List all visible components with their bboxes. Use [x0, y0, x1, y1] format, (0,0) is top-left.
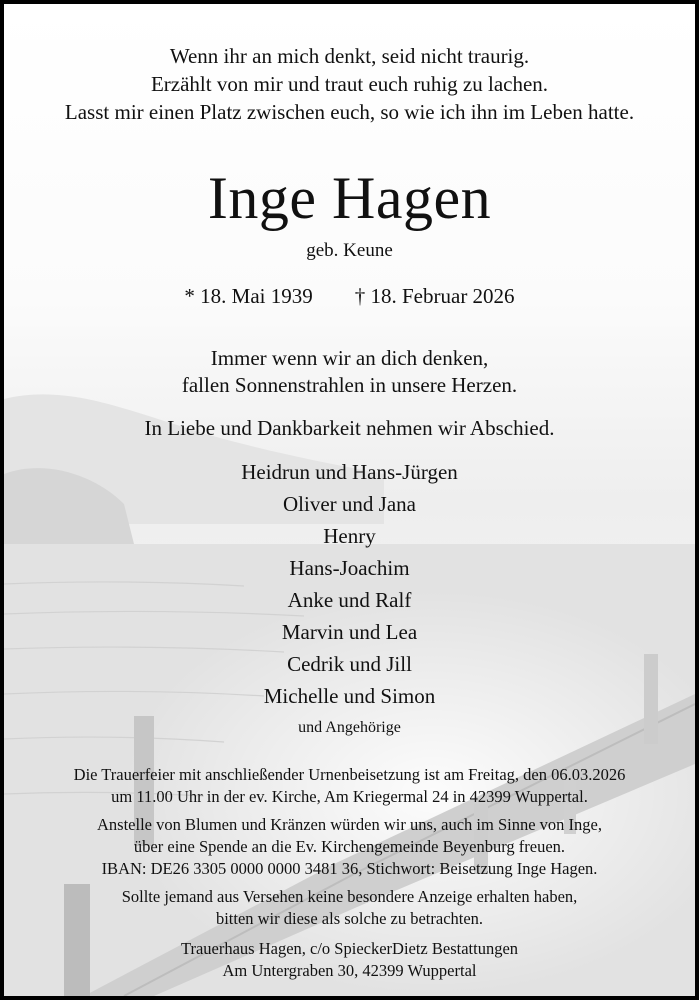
deceased-name: Inge Hagen	[207, 165, 492, 231]
verse-line: fallen Sonnenstrahlen in unsere Herzen.	[181, 373, 518, 397]
mourner-name: Heidrun und Hans-Jürgen	[241, 460, 458, 484]
mourner-name: Michelle und Simon	[263, 684, 436, 708]
donation-iban-line: IBAN: DE26 3305 0000 0000 3481 36, Stichwort: Beisetzung Inge Hagen.	[101, 859, 598, 878]
mourner-name: Cedrik und Jill	[287, 652, 412, 676]
verse-line: Immer wenn wir an dich denken,	[210, 346, 489, 370]
mourner-name: Oliver und Jana	[283, 492, 416, 516]
mourner-name: Henry	[323, 524, 376, 548]
birth-date: * 18. Mai 1939	[184, 284, 313, 308]
apology-line: Sollte jemand aus Versehen keine besondere Anzeige erhalten haben,	[121, 887, 578, 906]
apology-line: bitten wir diese als solche zu betrachten.	[215, 909, 484, 928]
donation-info-line: über eine Spende an die Ev. Kirchengemeinde Beyenburg freuen.	[133, 837, 566, 856]
maiden-name: geb. Keune	[306, 240, 393, 261]
mourner-name: Marvin und Lea	[281, 620, 418, 644]
life-dates	[4, 284, 695, 309]
death-date: † 18. Februar 2026	[354, 284, 515, 308]
poem-line: Lasst mir einen Platz zwischen euch, so wie ich ihn im Leben hatte.	[64, 100, 635, 124]
relatives-text: und Angehörige	[298, 719, 401, 736]
poem-line: Erzählt von mir und traut euch ruhig zu lachen.	[150, 72, 549, 96]
funeral-info-line: um 11.00 Uhr in der ev. Kirche, Am Kriegermal 24 in 42399 Wuppertal.	[111, 787, 588, 806]
address-line: Am Untergraben 30, 42399 Wuppertal	[222, 961, 477, 980]
mourner-name: Anke und Ralf	[287, 588, 412, 612]
address-line: Trauerhaus Hagen, c/o SpieckerDietz Bestattungen	[180, 939, 519, 958]
mourner-name: Hans-Joachim	[289, 556, 410, 580]
poem-line: Wenn ihr an mich denkt, seid nicht traurig.	[169, 44, 530, 68]
funeral-info-line: Die Trauerfeier mit anschließender Urnenbeisetzung ist am Freitag, den 06.03.2026	[73, 765, 626, 784]
donation-info-line: Anstelle von Blumen und Kränzen würden wir uns, auch im Sinne von Inge,	[97, 815, 602, 834]
farewell-text: In Liebe und Dankbarkeit nehmen wir Abschied.	[144, 416, 555, 440]
